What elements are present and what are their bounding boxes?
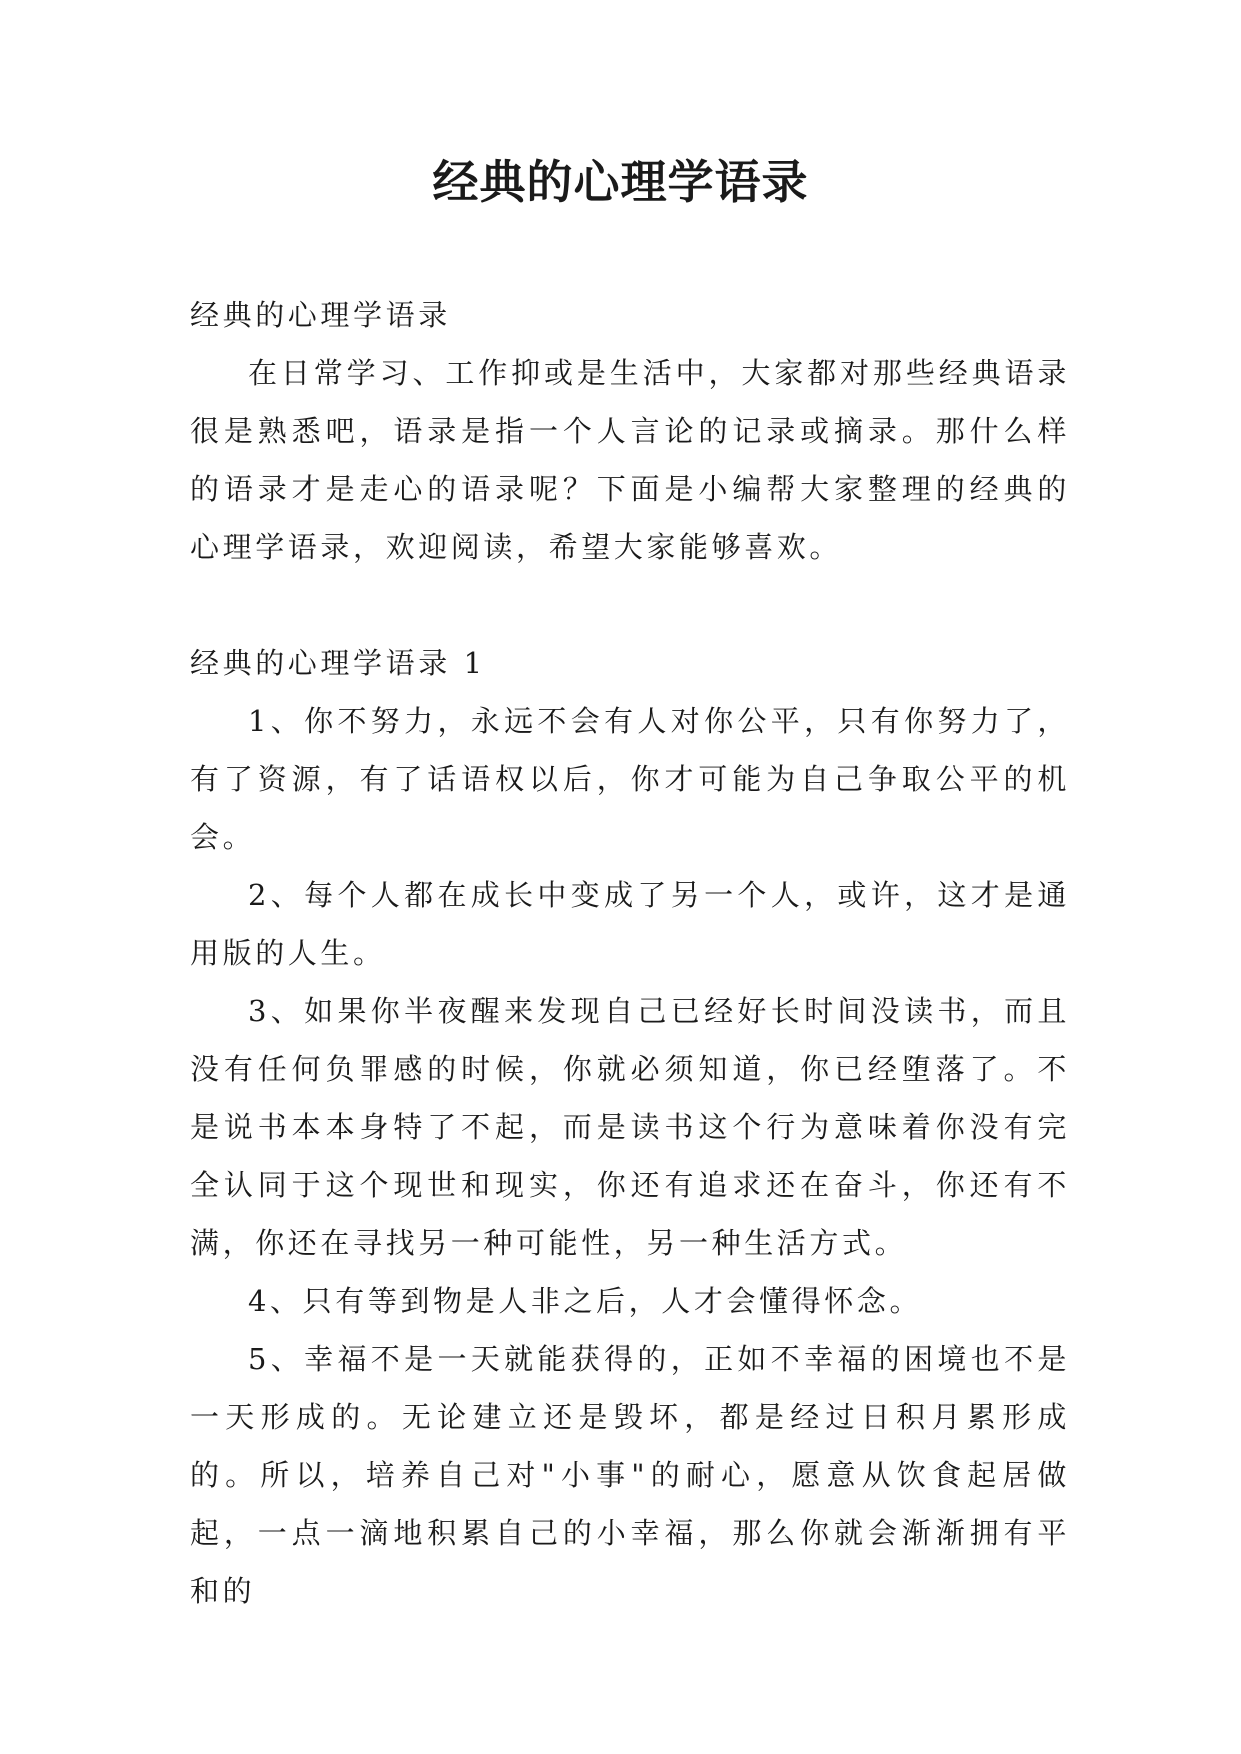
page-title: 经典的心理学语录 <box>432 155 809 209</box>
intro-paragraph: 在日常学习、工作抑或是生活中，大家都对那些经典语录很是熟悉吧，语录是指一个人言论的记录或摘录。那什么样的语录才是走心的语录呢？下面是小编帮大家整理的经典的心理学语录，欢迎阅读，希望大家能够喜欢。 <box>190 356 1070 564</box>
document-body <box>190 286 1070 1620</box>
paragraph-spacer <box>190 576 1070 634</box>
quote-5: 5、幸福不是一天就能获得的，正如不幸福的困境也不是一天形成的。无论建立还是毁坏，都是经过日积月累形成的。所以，培养自己对"小事"的耐心，愿意从饮食起居做起，一点一滴地积累自己的小幸福，那么你就会渐渐拥有平和的 <box>190 1342 1070 1608</box>
quote-1: 1、你不努力，永远不会有人对你公平，只有你努力了，有了资源，有了话语权以后，你才可能为自己争取公平的机会。 <box>190 704 1070 854</box>
quote-3: 3、如果你半夜醒来发现自己已经好长时间没读书，而且没有任何负罪感的时候，你就必须知道，你已经堕落了。不是说书本本身特了不起，而是读书这个行为意味着你没有完全认同于这个现世和现实，你还有追求还在奋斗，你还有不满，你还在寻找另一种可能性，另一种生活方式。 <box>190 994 1070 1260</box>
subtitle: 经典的心理学语录 <box>190 298 451 332</box>
quote-4: 4、只有等到物是人非之后，人才会懂得怀念。 <box>248 1284 923 1318</box>
quote-2: 2、每个人都在成长中变成了另一个人，或许，这才是通用版的人生。 <box>190 878 1070 970</box>
section-heading-1: 经典的心理学语录 1 <box>190 646 486 680</box>
